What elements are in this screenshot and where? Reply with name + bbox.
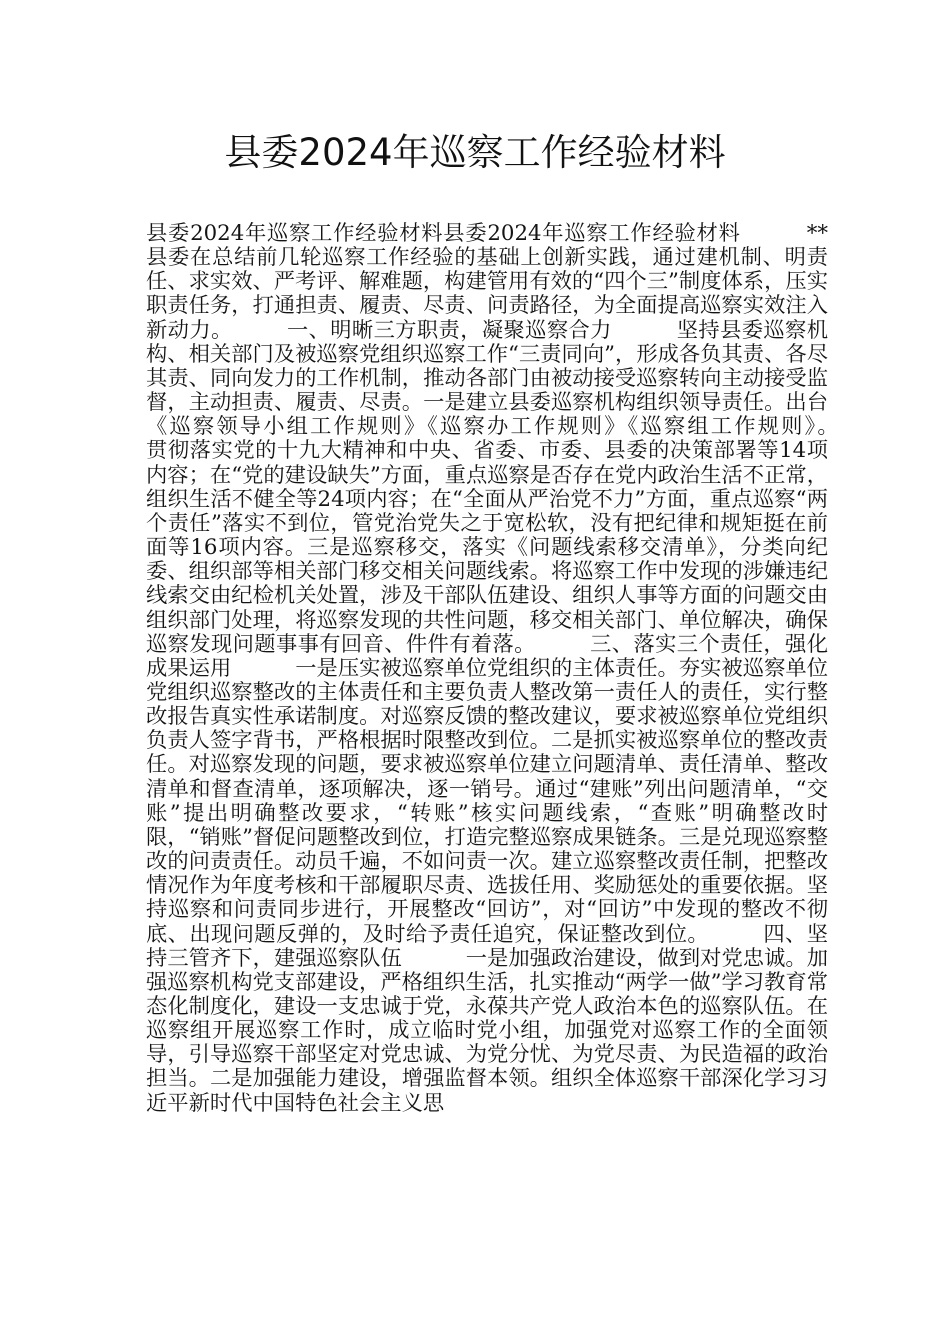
document-title: 县委2024年巡察工作经验材料 bbox=[224, 131, 726, 174]
document-body-text: 县委2024年巡察工作经验材料县委2024年巡察工作经验材料 **县委在总结前几轮巡察工作经验的基础上创新实践，通过建机制、明责任、求实效、严考评、解难题，构建管用有效的“四个三”制度体系，压实职责任务，打通担责、履责、尽责、问责路径，为全面提高巡察实效注入新动力。 一、明晰三方职责，凝聚巡察合力 坚持县委巡察机构、相关部门及被巡察党组织巡察工作“三责同向”，形成各负其责、各尽其责、同向发力的工作机制，推动各部门由被动接受巡察转向主动接受监督，主动担责、履责、尽责。一是建立县委巡察机构组织领导责任。出台《巡察领导小组工作规则》《巡察办工作规则》《巡察组工作规则》。 贯彻落实党的十九大精神和中央、省委、市委、县委的决策部署等14项内容；在“党的建设缺失”方面，重点巡察是否存在党内政治生活不正常，组织生活不健全等24项内容；在“全面从严治党不力”方面，重点巡察“两个责任”落实不到位，管党治党失之于宽松软，没有把纪律和规矩挺在前面等16项内容。三是巡察移交，落实《问题线索移交清单》，分类向纪委、组织部等相关部门移交相关问题线索。将巡察工作中发现的涉嫌违纪线索交由纪检机关处置，涉及干部队伍建设、组织人事等方面的问题交由组织部门处理，将巡察发现的共性问题，移交相关部门、单位解决，确保巡察发现问题事事有回音、件件有着落。 三、落实三个责任，强化成果运用 一是压实被巡察单位党组织的主体责任。夯实被巡察单位党组织巡察整改的主体责任和主要负责人整改第一责任人的责任，实行整改报告真实性承诺制度。对巡察反馈的整改建议，要求被巡察单位党组织负责人签字背书，严格根据时限整改到位。二是抓实被巡察单位的整改责任。对巡察发现的问题，要求被巡察单位建立问题清单、责任清单、整改清单和督查清单，逐项解决，逐一销号。通过“建账”列出问题清单，“交账”提出明确整改要求，“转账”核实问题线索，“查账”明确整改时限，“销账”督促问题整改到位，打造完整巡察成果链条。三是兑现巡察整改的问责责任。动员千遍，不如问责一次。建立巡察整改责任制，把整改情况作为年度考核和干部履职尽责、选拔任用、奖励惩处的重要依据。坚持巡察和问责同步进行，开展整改“回访”，对“回访”中发现的整改不彻底、出现问题反弹的，及时给予责任追究，保证整改到位。 四、坚持三管齐下，建强巡察队伍 一是加强政治建设，做到对党忠诚。加强巡察机构党支部建设，严格组织生活，扎实推动“两学一做”学习教育常态化制度化，建设一支忠诚于党，永葆共产党人政治本色的巡察队伍。在巡察组开展巡察工作时，成立临时党小组，加强党对巡察工作的全面领导，引导巡察干部坚定对党忠诚、为党分忧、为党尽责、为民造福的政治担当。二是加强能力建设，增强监督本领。组织全体巡察干部深化学习习近平新时代中国特色社会主义思 bbox=[146, 221, 892, 1116]
